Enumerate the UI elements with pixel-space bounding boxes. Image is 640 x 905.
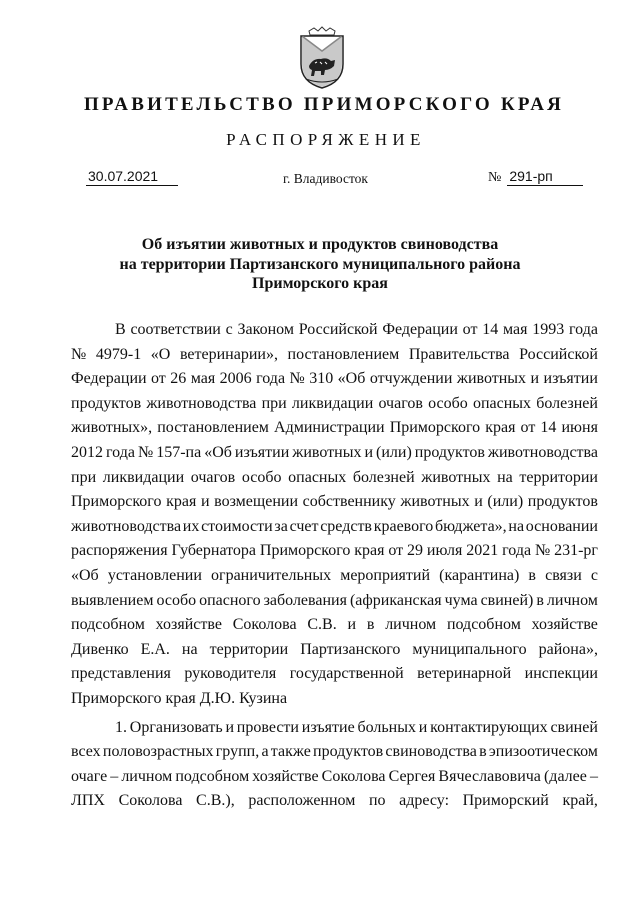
word: Вячеславовича bbox=[438, 767, 541, 785]
word: бюджета», bbox=[435, 517, 507, 535]
word: Приморский bbox=[462, 792, 549, 810]
word: руководителя bbox=[184, 665, 277, 683]
word: животных bbox=[292, 443, 362, 461]
word: ликвидации bbox=[102, 468, 185, 486]
word: особо bbox=[428, 394, 468, 412]
word: 14 bbox=[482, 321, 499, 338]
word: 2012 bbox=[71, 443, 103, 461]
word: 1. bbox=[115, 718, 127, 736]
word: всех bbox=[71, 743, 101, 761]
word: также bbox=[270, 743, 311, 761]
body-line bbox=[71, 515, 598, 540]
word: их bbox=[182, 517, 200, 535]
word: (или) bbox=[376, 443, 412, 461]
body-line bbox=[71, 789, 598, 814]
word: контактирующих bbox=[430, 718, 548, 736]
word: № bbox=[137, 443, 154, 461]
word: Соколова bbox=[118, 792, 183, 810]
word: в bbox=[536, 591, 544, 609]
word: 157-па bbox=[156, 443, 202, 461]
word: счет bbox=[289, 517, 319, 535]
word: от bbox=[151, 370, 166, 388]
document-body bbox=[71, 318, 598, 814]
word: личном bbox=[385, 616, 437, 634]
body-line bbox=[71, 564, 598, 589]
word: года bbox=[502, 542, 532, 560]
word: Соколова bbox=[232, 616, 297, 634]
word: животных bbox=[400, 493, 470, 511]
document-date: 30.07.2021 bbox=[86, 168, 178, 186]
word: Российской bbox=[519, 345, 598, 363]
word: 310 bbox=[309, 370, 334, 388]
word: и bbox=[347, 616, 357, 634]
word: инспекции bbox=[524, 665, 598, 683]
word: продуктов bbox=[414, 443, 485, 461]
word: животных bbox=[421, 468, 491, 486]
body-line bbox=[71, 687, 598, 712]
word: 26 bbox=[170, 370, 187, 388]
word: года bbox=[256, 370, 286, 388]
word: распоряжения bbox=[71, 542, 168, 560]
word: соответствии bbox=[130, 321, 221, 338]
word: Дивенко bbox=[71, 640, 129, 658]
word: мая bbox=[502, 321, 528, 338]
word: отчуждении bbox=[369, 370, 453, 388]
body-line bbox=[71, 716, 598, 741]
word: Правительства bbox=[408, 345, 510, 363]
word: и bbox=[200, 493, 210, 511]
word: краевого bbox=[373, 517, 434, 535]
word: Федерации bbox=[71, 370, 147, 388]
word: болезней bbox=[536, 394, 598, 412]
word: территории bbox=[209, 640, 289, 658]
body-line bbox=[71, 392, 598, 417]
word: постановлением bbox=[157, 419, 269, 437]
document-number-block bbox=[488, 168, 583, 186]
word: «Об bbox=[337, 370, 366, 388]
word: постановлением bbox=[287, 345, 400, 363]
word: «О bbox=[150, 345, 171, 363]
word: «Об bbox=[71, 566, 99, 584]
word: очагов bbox=[378, 394, 423, 412]
word: края bbox=[485, 419, 516, 437]
word: края bbox=[166, 493, 197, 511]
word: и bbox=[225, 718, 235, 736]
word: на bbox=[181, 640, 198, 658]
word: расположенном bbox=[248, 792, 356, 810]
word: и bbox=[418, 718, 428, 736]
document-type: РАСПОРЯЖЕНИЕ bbox=[226, 130, 426, 149]
word: 2021 bbox=[466, 542, 499, 560]
number-sign: № bbox=[488, 170, 502, 185]
body-line bbox=[71, 318, 598, 343]
word: 29 bbox=[407, 542, 424, 560]
word: в bbox=[366, 616, 375, 634]
word: района», bbox=[538, 640, 598, 658]
body-line bbox=[71, 613, 598, 638]
word: установлении bbox=[107, 566, 202, 584]
word: в bbox=[479, 743, 487, 761]
word: Российской bbox=[298, 321, 378, 338]
word: а bbox=[261, 743, 269, 761]
word: от bbox=[520, 419, 536, 437]
word: болезней bbox=[352, 468, 415, 486]
body-line bbox=[71, 638, 598, 663]
word: продуктов bbox=[71, 394, 142, 412]
word: «Об bbox=[204, 443, 232, 461]
paragraph-item-1 bbox=[71, 716, 598, 814]
document-title bbox=[0, 235, 640, 294]
word: хозяйстве bbox=[155, 616, 222, 634]
body-line bbox=[71, 589, 598, 614]
word: подсобном bbox=[175, 767, 250, 785]
word: и bbox=[530, 370, 540, 388]
word: животноводства bbox=[146, 394, 257, 412]
word: – bbox=[110, 767, 119, 785]
word: за bbox=[274, 517, 288, 535]
word: провести bbox=[236, 718, 299, 736]
document-city: г. Владивосток bbox=[283, 171, 368, 186]
word: – bbox=[589, 767, 598, 785]
word: животных», bbox=[71, 419, 153, 437]
word: от bbox=[388, 542, 404, 560]
word: ветеринарии», bbox=[179, 345, 278, 363]
word: средств bbox=[320, 517, 372, 535]
body-line bbox=[71, 367, 598, 392]
word: июня bbox=[561, 419, 598, 437]
word: подсобном bbox=[446, 616, 521, 634]
word: и bbox=[474, 493, 483, 511]
word: 4979-1 bbox=[95, 345, 142, 363]
word: опасных bbox=[288, 468, 347, 486]
word: (далее bbox=[543, 767, 587, 785]
word: животных bbox=[456, 370, 527, 388]
word: изъятии bbox=[543, 370, 598, 388]
word: эпизоотическом bbox=[488, 743, 598, 761]
word: ликвидации bbox=[291, 394, 374, 412]
word: 1993 bbox=[532, 321, 565, 338]
organization-name: ПРАВИТЕЛЬСТВО ПРИМОРСКОГО КРАЯ bbox=[83, 94, 565, 115]
word: личном bbox=[546, 591, 598, 609]
word: хозяйстве bbox=[252, 767, 319, 785]
word: мероприятий bbox=[340, 566, 431, 584]
word: Приморского bbox=[259, 542, 351, 560]
word: при bbox=[71, 468, 97, 486]
word: Приморского bbox=[389, 419, 481, 437]
word: Губернатора bbox=[171, 542, 257, 560]
word: июля bbox=[426, 542, 463, 560]
word: и bbox=[364, 443, 373, 461]
word: муниципального bbox=[412, 640, 527, 658]
word: адресу: bbox=[399, 792, 450, 810]
word: Законом bbox=[237, 321, 294, 338]
body-line bbox=[71, 441, 598, 466]
word: изъятии bbox=[234, 443, 290, 461]
word: ветеринарной bbox=[417, 665, 512, 683]
word: больных bbox=[357, 718, 416, 736]
word: № bbox=[534, 542, 551, 560]
word: опасного bbox=[199, 591, 261, 609]
word: № bbox=[71, 345, 87, 363]
word: чума bbox=[444, 591, 478, 609]
word: при bbox=[261, 394, 287, 412]
word: выявлением bbox=[71, 591, 154, 609]
word: связи bbox=[545, 566, 582, 584]
word: очаге bbox=[71, 767, 108, 785]
word: В bbox=[115, 321, 126, 338]
word: свиноводства bbox=[385, 743, 477, 761]
word: представления bbox=[71, 665, 171, 683]
word: изъятие bbox=[301, 718, 355, 736]
word: свиней) bbox=[480, 591, 534, 609]
word: С.В.), bbox=[196, 792, 235, 810]
word: основании bbox=[525, 517, 598, 535]
title-line: Приморского края bbox=[252, 275, 388, 292]
word: Федерации bbox=[382, 321, 458, 338]
word: особо bbox=[241, 468, 282, 486]
body-line bbox=[71, 343, 598, 368]
word: животноводства bbox=[487, 443, 598, 461]
word: групп, bbox=[215, 743, 260, 761]
paragraph-preamble bbox=[71, 318, 598, 712]
word: в bbox=[528, 566, 536, 584]
body-line bbox=[71, 416, 598, 441]
word: 14 bbox=[540, 419, 557, 437]
word: на bbox=[508, 517, 525, 535]
body-line bbox=[71, 765, 598, 790]
word: собственнику bbox=[302, 493, 396, 511]
word: продуктов bbox=[527, 493, 598, 511]
word: (карантина) bbox=[439, 566, 520, 584]
word: на bbox=[497, 468, 513, 486]
word: край, bbox=[562, 792, 598, 810]
word: С.В. bbox=[307, 616, 337, 634]
title-line: Об изъятии животных и продуктов свиноводства bbox=[141, 236, 499, 253]
word: Е.А. bbox=[140, 640, 170, 658]
document-number: 291-рп bbox=[507, 168, 583, 186]
word: личном bbox=[121, 767, 173, 785]
word: мая bbox=[190, 370, 216, 388]
word: 2006 bbox=[219, 370, 252, 388]
word: с bbox=[225, 321, 233, 338]
word: территории bbox=[519, 468, 598, 486]
word: возмещении bbox=[214, 493, 299, 511]
word: Администрации bbox=[274, 419, 385, 437]
body-line bbox=[71, 539, 598, 564]
word: года bbox=[569, 321, 598, 338]
word: свиней bbox=[550, 718, 598, 736]
coat-of-arms-emblem bbox=[297, 26, 347, 90]
word: края bbox=[354, 542, 385, 560]
word: по bbox=[368, 792, 386, 810]
word: очагов bbox=[190, 468, 236, 486]
body-line bbox=[71, 662, 598, 687]
word: Сергея bbox=[388, 767, 436, 785]
word: от bbox=[462, 321, 478, 338]
word: года bbox=[106, 443, 135, 461]
body-line bbox=[71, 740, 598, 765]
word: продуктов bbox=[313, 743, 384, 761]
word: ЛПХ bbox=[71, 792, 105, 810]
word: стоимости bbox=[201, 517, 273, 535]
word: хозяйстве bbox=[531, 616, 598, 634]
word: опасных bbox=[472, 394, 532, 412]
word: особо bbox=[156, 591, 197, 609]
word: (или) bbox=[487, 493, 524, 511]
word: заболевания bbox=[263, 591, 347, 609]
word: (африканская bbox=[349, 591, 442, 609]
word: Приморского bbox=[71, 493, 162, 511]
word: 231-рг bbox=[554, 542, 598, 560]
word: Приморского края Д.Ю. Кузина bbox=[71, 689, 288, 707]
word: животноводства bbox=[71, 517, 182, 535]
word: Соколова bbox=[321, 767, 386, 785]
body-line bbox=[71, 490, 598, 515]
word: государственной bbox=[289, 665, 404, 683]
title-line: на территории Партизанского муниципального района bbox=[119, 255, 521, 273]
body-line bbox=[71, 466, 598, 491]
word: половозрастных bbox=[102, 743, 214, 761]
word: Организовать bbox=[129, 718, 223, 736]
word: подсобном bbox=[71, 616, 145, 634]
word: Партизанского bbox=[300, 640, 401, 658]
word: № bbox=[289, 370, 305, 388]
word: с bbox=[590, 566, 598, 584]
word: ограничительных bbox=[211, 566, 332, 584]
